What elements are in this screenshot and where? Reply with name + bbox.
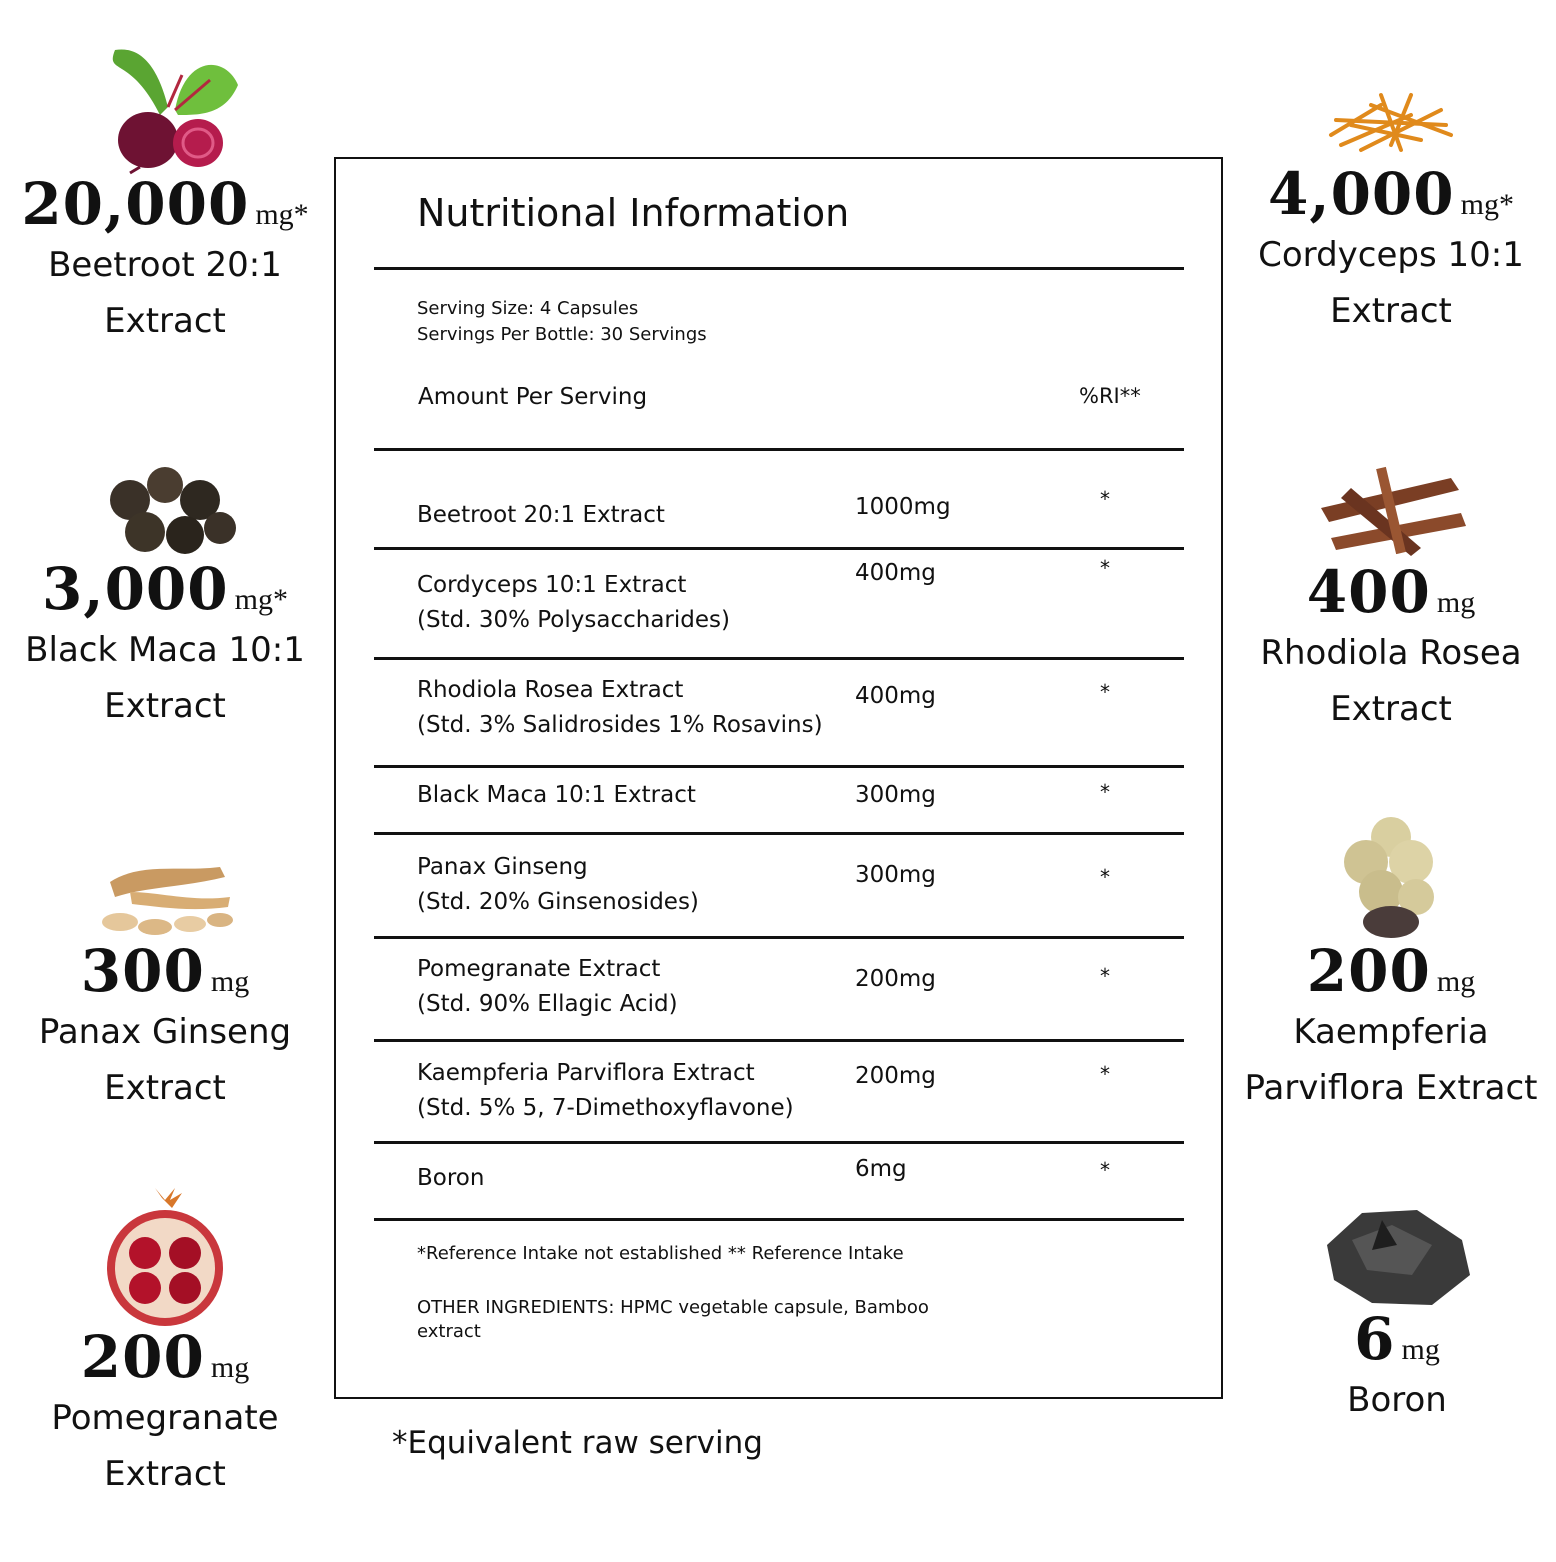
ri-header: %RI** — [1079, 384, 1141, 408]
row-name-main: Kaempferia Parviflora Extract — [417, 1060, 755, 1086]
side-item-name — [1226, 1004, 1556, 1116]
amount-unit: mg — [1436, 586, 1476, 619]
row-amount: 300mg — [855, 782, 936, 808]
amount-unit: mg* — [234, 583, 288, 616]
row-amount: 200mg — [855, 1063, 936, 1089]
row-ri: * — [1100, 964, 1110, 988]
amount-number: 300 — [80, 937, 205, 1005]
table-row — [374, 835, 1184, 936]
amount-header: Amount Per Serving — [418, 384, 648, 410]
side-name-line1: Beetroot 20:1 — [48, 245, 282, 285]
side-item-pomegranate — [0, 1188, 330, 1502]
side-name-line1: Cordyceps 10:1 — [1258, 235, 1524, 275]
row-name-std: (Std. 5% 5, 7-Dimethoxyflavone) — [417, 1095, 794, 1121]
boron-rock-icon — [1322, 1205, 1472, 1310]
other-ingredients: OTHER INGREDIENTS: HPMC vegetable capsule, Bamboo extract — [417, 1297, 929, 1342]
amount-number: 6 — [1354, 1305, 1396, 1373]
serving-size: Serving Size: 4 Capsules — [417, 298, 639, 319]
amount-unit: mg — [1436, 965, 1476, 998]
side-item-name — [0, 1390, 330, 1502]
row-ri: * — [1100, 780, 1110, 804]
table-row — [374, 768, 1184, 832]
row-amount: 1000mg — [855, 494, 951, 520]
side-name-line1: Boron — [1347, 1380, 1447, 1420]
beetroot-icon — [90, 45, 240, 175]
row-ri: * — [1100, 865, 1110, 889]
row-name-main: Rhodiola Rosea Extract — [417, 677, 684, 703]
table-row — [374, 939, 1184, 1039]
row-name-std: (Std. 90% Ellagic Acid) — [417, 991, 678, 1017]
rhodiola-root-icon — [1311, 458, 1471, 563]
row-name — [417, 952, 678, 1022]
row-ri: * — [1100, 487, 1110, 511]
side-item-name — [0, 237, 330, 349]
side-item-beetroot — [0, 45, 330, 349]
row-name-main: Cordyceps 10:1 Extract — [417, 572, 687, 598]
row-amount: 200mg — [855, 966, 936, 992]
side-name-line2: Extract — [1330, 689, 1452, 729]
row-amount: 6mg — [855, 1156, 907, 1182]
beetroot-amount — [0, 170, 330, 238]
black-maca-amount — [0, 555, 330, 623]
side-item-kaempferia — [1226, 812, 1556, 1116]
row-name-std: (Std. 3% Salidrosides 1% Rosavins) — [417, 712, 823, 738]
side-name-line1: Rhodiola Rosea — [1260, 633, 1522, 673]
servings-per-bottle: Servings Per Bottle: 30 Servings — [417, 324, 707, 345]
row-name — [417, 568, 730, 638]
side-item-black-maca — [0, 460, 330, 734]
amount-number: 4,000 — [1268, 160, 1455, 228]
side-item-name — [1226, 625, 1556, 737]
side-item-name — [1232, 1372, 1556, 1428]
amount-number: 200 — [1306, 937, 1431, 1005]
boron-amount — [1232, 1305, 1556, 1373]
table-row — [374, 550, 1184, 657]
amount-number: 3,000 — [42, 555, 229, 623]
amount-unit: mg* — [255, 198, 309, 231]
side-name-line2: Extract — [104, 301, 226, 341]
table-row — [374, 1042, 1184, 1141]
side-name-line2: Extract — [104, 686, 226, 726]
side-item-rhodiola-rosea — [1226, 458, 1556, 737]
ri-footnote: *Reference Intake not established ** Reference Intake — [417, 1243, 904, 1264]
side-item-name — [1226, 227, 1556, 339]
row-ri: * — [1100, 680, 1110, 704]
side-name-line2: Parviflora Extract — [1244, 1068, 1538, 1108]
ginseng-root-icon — [90, 852, 240, 942]
row-name — [417, 1056, 794, 1126]
cordyceps-icon — [1321, 75, 1461, 165]
row-name-main: Panax Ginseng — [417, 854, 588, 880]
side-item-cordyceps — [1226, 75, 1556, 339]
amount-unit: mg — [210, 965, 250, 998]
table-row — [374, 1144, 1184, 1217]
side-item-name — [0, 622, 330, 734]
row-name — [417, 673, 823, 743]
maca-root-icon — [90, 460, 240, 560]
row-name-std: (Std. 30% Polysaccharides) — [417, 607, 730, 633]
side-name-line2: Extract — [104, 1454, 226, 1494]
row-amount: 400mg — [855, 560, 936, 586]
pomegranate-icon — [100, 1188, 230, 1328]
amount-number: 200 — [80, 1323, 205, 1391]
row-name: Black Maca 10:1 Extract — [417, 782, 696, 808]
side-name-line1: Black Maca 10:1 — [25, 630, 305, 670]
amount-unit: mg — [1401, 1333, 1440, 1366]
side-name-line1: Pomegranate — [51, 1398, 279, 1438]
row-ri: * — [1100, 556, 1110, 580]
row-name: Beetroot 20:1 Extract — [417, 502, 665, 528]
cordyceps-amount — [1226, 160, 1556, 228]
equivalent-note: *Equivalent raw serving — [392, 1425, 763, 1461]
panel-title: Nutritional Information — [417, 191, 850, 235]
side-name-line2: Extract — [1330, 291, 1452, 331]
row-amount: 300mg — [855, 862, 936, 888]
divider — [374, 1218, 1184, 1221]
kaempferia-root-icon — [1331, 812, 1451, 942]
nutrition-panel — [334, 157, 1223, 1399]
side-name-line1: Panax Ginseng — [38, 1012, 292, 1052]
side-item-name — [0, 1004, 330, 1116]
kaempferia-amount — [1226, 937, 1556, 1005]
row-name: Boron — [417, 1165, 485, 1191]
side-name-line1: Kaempferia — [1293, 1012, 1489, 1052]
table-row — [374, 451, 1184, 547]
row-name-main: Pomegranate Extract — [417, 956, 661, 982]
panax-ginseng-amount — [0, 937, 330, 1005]
amount-number: 400 — [1306, 558, 1431, 626]
pomegranate-amount — [0, 1323, 330, 1391]
side-item-boron — [1232, 1205, 1556, 1428]
table-row — [374, 660, 1184, 765]
divider — [374, 267, 1184, 270]
amount-unit: mg* — [1460, 188, 1514, 221]
side-name-line2: Extract — [104, 1068, 226, 1108]
row-name — [417, 850, 699, 920]
side-item-panax-ginseng — [0, 852, 330, 1116]
row-ri: * — [1100, 1062, 1110, 1086]
row-name-std: (Std. 20% Ginsenosides) — [417, 889, 699, 915]
amount-unit: mg — [210, 1351, 250, 1384]
row-ri: * — [1100, 1158, 1110, 1182]
amount-number: 20,000 — [21, 170, 250, 238]
rhodiola-rosea-amount — [1226, 558, 1556, 626]
row-amount: 400mg — [855, 683, 936, 709]
